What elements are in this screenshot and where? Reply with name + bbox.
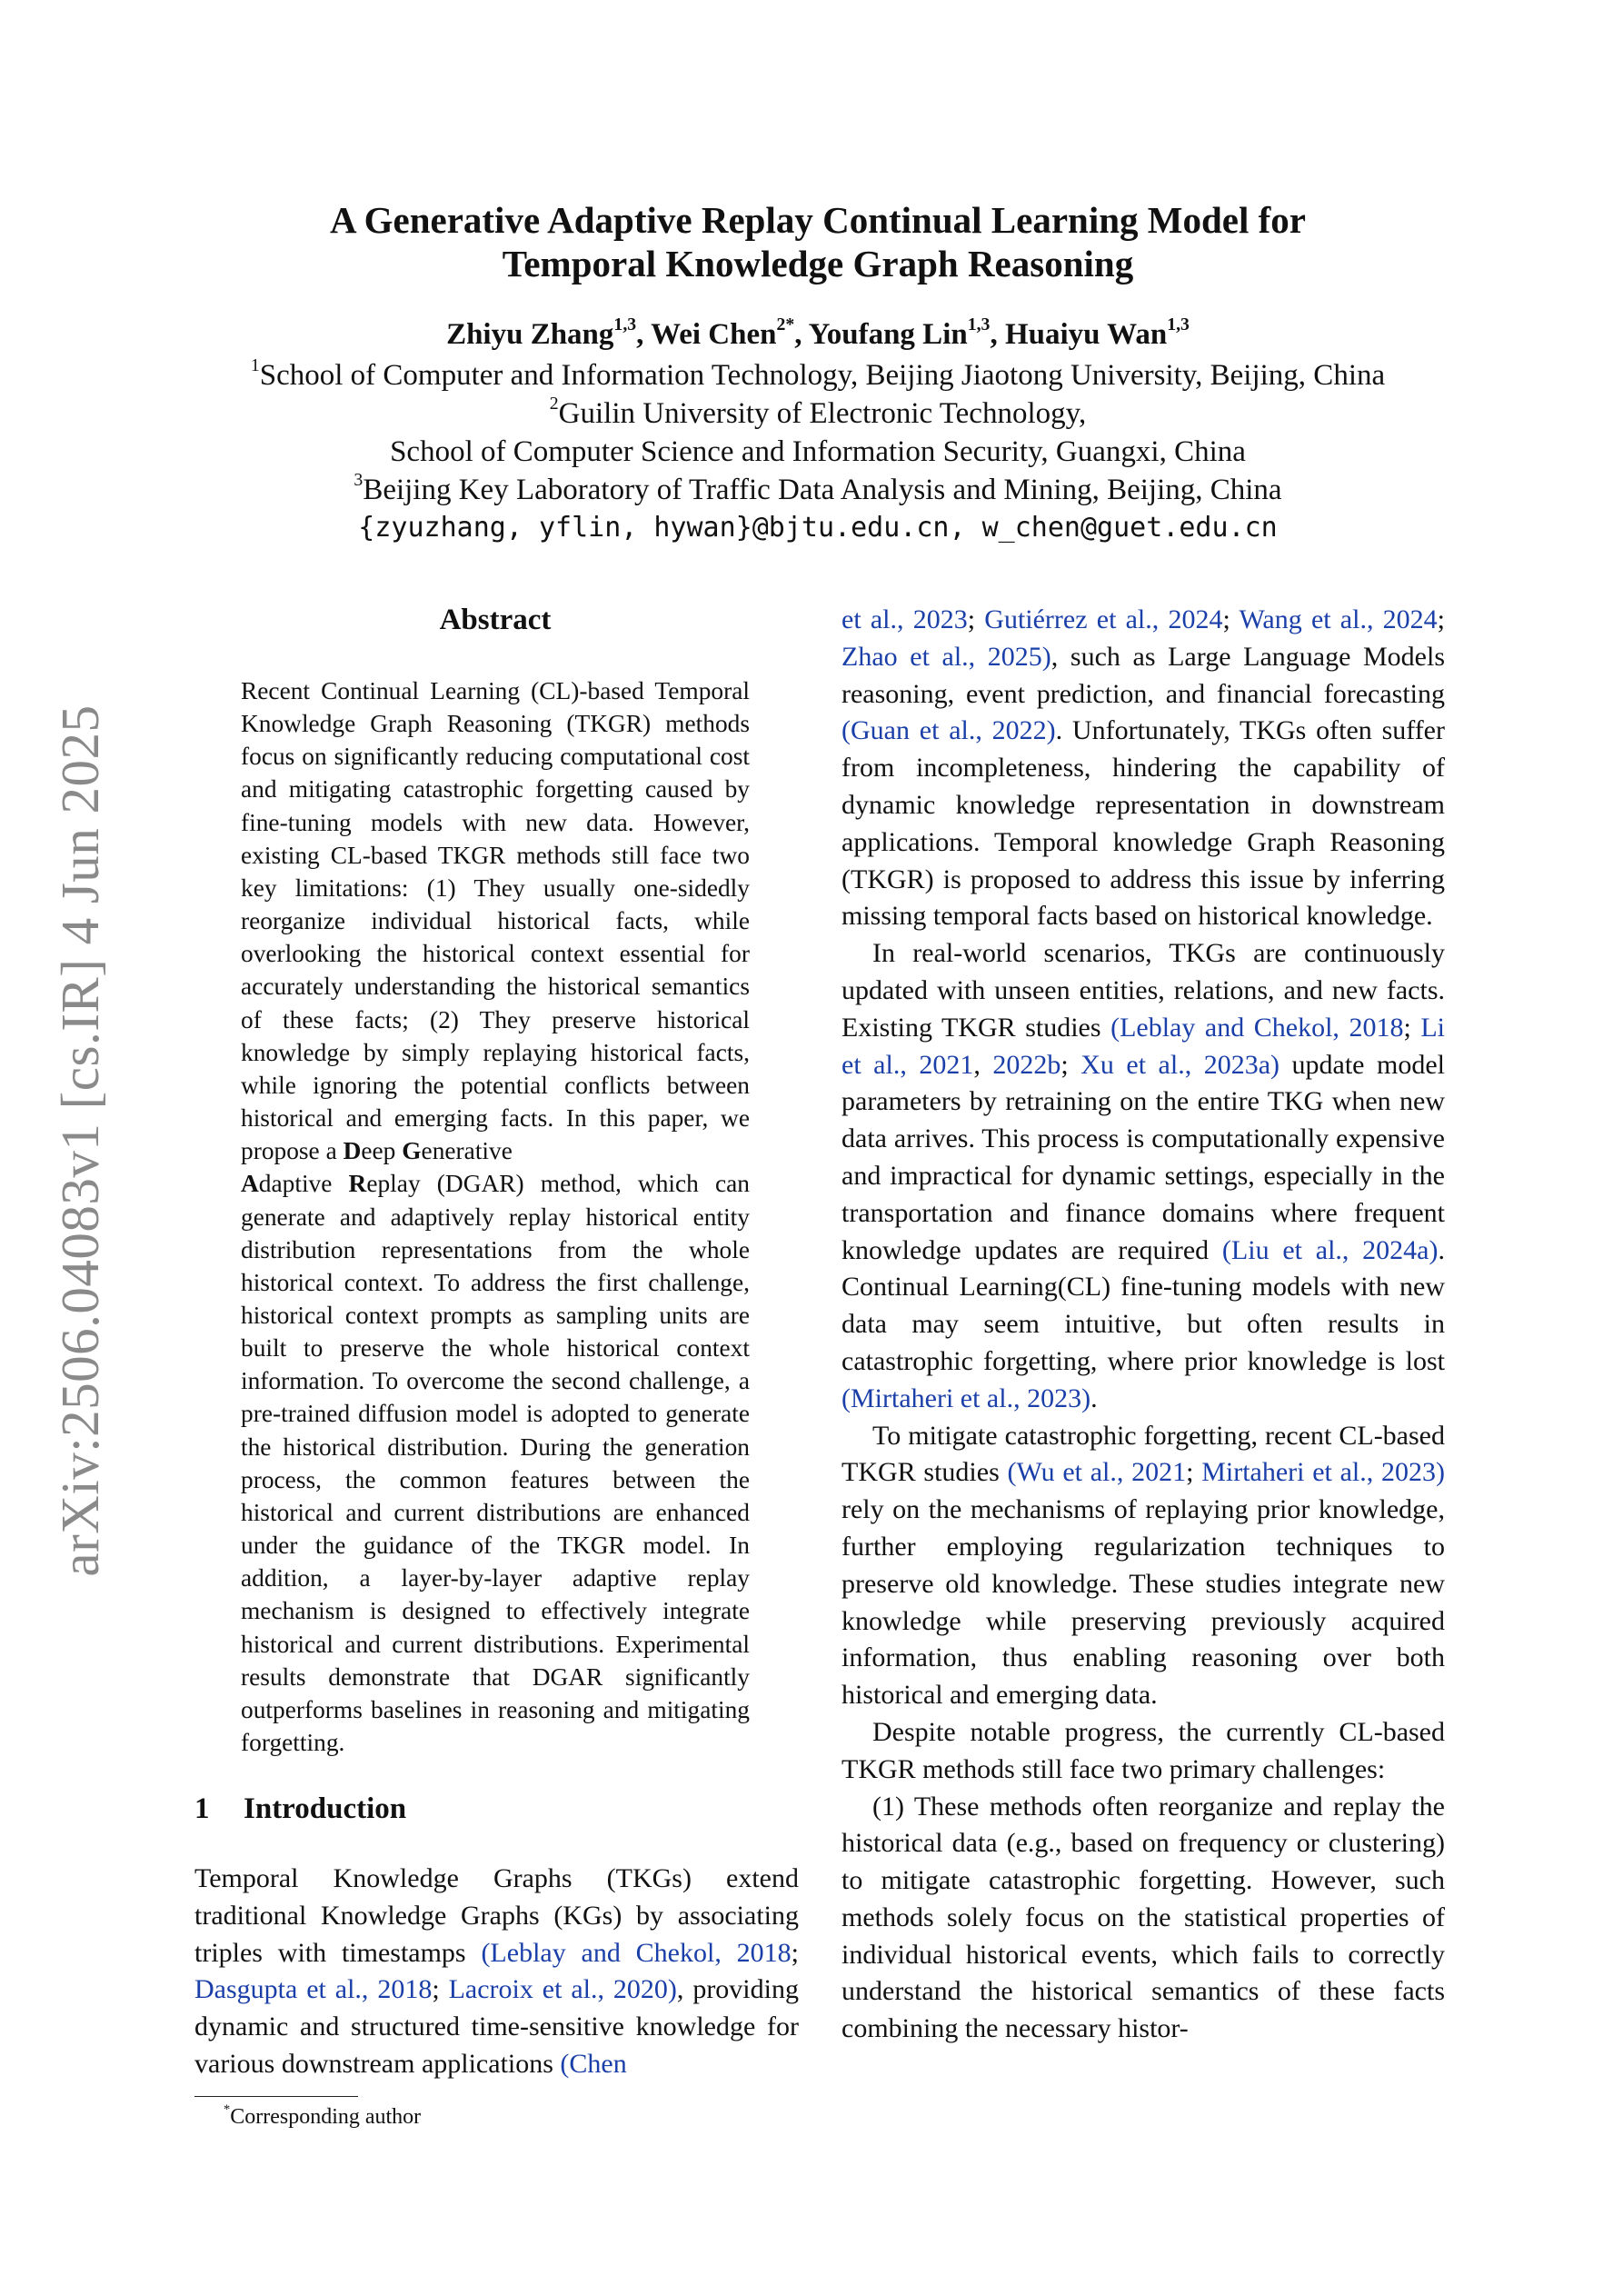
citation-link[interactable]: Xu et al., 2023a) — [1080, 1049, 1280, 1080]
citation-link[interactable]: (Guan et al., 2022) — [841, 715, 1056, 746]
section-title: Introduction — [244, 1792, 407, 1825]
footnote-text: Corresponding author — [230, 2105, 422, 2129]
author-name: Zhiyu Zhang — [446, 318, 614, 351]
author-name: Youfang Lin — [808, 318, 968, 351]
author-emails: {zyuzhang, yflin, hywan}@bjtu.edu.cn, w_chen@guet.edu.cn — [358, 512, 1278, 544]
author-name: Wei Chen — [651, 318, 777, 351]
right-column — [841, 602, 1445, 2048]
citation-link[interactable]: Zhao et al., 2025) — [841, 641, 1051, 672]
citation-link[interactable]: 2022b — [992, 1049, 1061, 1080]
paper-title — [182, 198, 1454, 285]
affiliation-2: $^2$Guilin University of Electronic Technology, — [549, 394, 1087, 430]
arxiv-stamp: arXiv:2506.04083v1 [cs.IR] 4 Jun 2025 — [50, 704, 110, 1577]
citation-link[interactable]: (Leblay and Chekol, 2018 — [1110, 1012, 1404, 1043]
footnote-rule — [194, 2096, 358, 2097]
citation-link[interactable]: (Wu et al., 2021 — [1007, 1457, 1187, 1488]
section-heading-introduction — [194, 1792, 406, 1826]
citation-link[interactable]: Mirtaheri et al., 2023) — [1201, 1457, 1445, 1488]
section-number: 1 — [194, 1792, 210, 1825]
abstract-heading: Abstract — [439, 604, 552, 636]
citation-link[interactable]: Lacroix et al., 2020) — [448, 1974, 677, 2005]
author-affil-marker: 1,3 — [967, 314, 991, 335]
citation-link[interactable]: et al., 2023 — [841, 604, 968, 634]
citation-link[interactable]: Wang et al., 2024 — [1239, 604, 1438, 634]
author-list: Zhiyu Zhang$^{1,3}$, Wei Chen$^{2*}$, Youfang Lin$^{1,3}$, Huaiyu Wan$^{1,3}$ — [446, 314, 1190, 351]
citation-link[interactable]: Gutiérrez et al., 2024 — [984, 604, 1223, 634]
citation-link[interactable]: (Chen — [560, 2048, 627, 2079]
citation-link[interactable]: Dasgupta et al., 2018 — [194, 1974, 433, 2005]
intro-paragraph-4: Despite notable progress, the currently CL-based TKGR methods still face two primary challenges: — [841, 1716, 1445, 1784]
author-affil-marker: 1,3 — [1167, 314, 1190, 335]
affiliation-3: $^3$Beijing Key Laboratory of Traffic Data Analysis and Mining, Beijing, China — [353, 470, 1282, 506]
affiliation-1: $^1$School of Computer and Information Technology, Beijing Jiaotong University, Beijing, China — [250, 355, 1386, 392]
affiliation-2-school: School of Computer Science and Information Security, Guangxi, China — [390, 435, 1246, 468]
title-line-1: A Generative Adaptive Replay Continual Learning Model for — [330, 199, 1306, 241]
citation-link[interactable]: (Leblay and Chekol, 2018 — [481, 1937, 792, 1968]
affiliations — [164, 356, 1472, 547]
author-affil-marker: 2* — [776, 314, 795, 335]
intro-paragraph-2: In real-world scenarios, TKGs are continuously updated with unseen entities, relations, and new facts. Existing TKGR studies (Leblay and Chekol, 2018; Li et al., 2021, 2022b; Xu et al., 2023a) update model parameters by retraining on the entire TKG when new data arrives. This process is computationally expensive and impractical for dynamic settings, especially in the transportation and finance domains where frequent knowledge updates are required (Liu et al., 2024a). Continual Learning(CL) fine-tuning models with new data may seem intuitive, but often results in catastrophic forgetting, where prior knowledge is lost (Mirtaheri et al., 2023). — [841, 938, 1445, 1413]
footnote-marker: * — [224, 2102, 231, 2118]
author-affil-marker: 1,3 — [613, 314, 637, 335]
intro-paragraph-3: To mitigate catastrophic forgetting, recent CL-based TKGR studies (Wu et al., 2021; Mirtaheri et al., 2023) rely on the mechanisms of replaying prior knowledge, further employing regularization techniques to preserve old knowledge. These studies integrate new knowledge while preserving previously acquired information, thus enabling reasoning over both historical and emerging data. — [841, 1420, 1445, 1711]
author-name: Huaiyu Wan — [1004, 318, 1168, 351]
abstract-body: Recent Continual Learning (CL)-based Temporal Knowledge Graph Reasoning (TKGR) methods focus on significantly reducing computational cost and mitigating catastrophic forgetting caused by fine-tuning models with new data. However, existing CL-based TKGR methods still face two key limitations: (1) They usually one-sidedly reorganize individual historical facts, while overlooking the historical context essential for accurately understanding the historical semantics of these facts; (2) They preserve historical knowledge by simply replaying historical facts, while ignoring the potential conflicts between historical and emerging facts. In this paper, we propose a Deep Generative Adaptive Replay (DGAR) method, which can generate and adaptively replay historical entity distribution representations from the whole historical context. To address the first challenge, historical context prompts as sampling units are built to preserve the whole historical context information. To overcome the second challenge, a pre-trained diffusion model is adopted to generate the historical distribution. During the generation process, the common features between the historical and current distributions are enhanced under the guidance of the TKGR model. In addition, a layer-by-layer adaptive replay mechanism is designed to effectively integrate historical and current distributions. Experimental results demonstrate that DGAR significantly outperforms baselines in reasoning and mitigating forgetting. — [241, 677, 751, 1756]
citation-link[interactable]: (Mirtaheri et al., 2023) — [841, 1383, 1091, 1413]
intro-paragraph-5: (1) These methods often reorganize and replay the historical data (e.g., based on frequency or clustering) to mitigate catastrophic forgetting. However, such methods solely focus on the statistical properties of individual historical events, which fails to correctly understand the historical semantics of these facts combining the necessary histor- — [841, 1791, 1445, 2044]
citation-link[interactable]: (Liu et al., 2024a) — [1221, 1234, 1439, 1265]
intro-paragraph-1-continued: et al., 2023; Gutiérrez et al., 2024; Wang et al., 2024; Zhao et al., 2025), such as Large Language Models reasoning, event prediction, and financial forecasting (Guan et al., 2022). Unfortunately, TKGs often suffer from incompleteness, hindering the capability of dynamic knowledge representation in downstream applications. Temporal knowledge Graph Reasoning (TKGR) is proposed to address this issue by inferring missing temporal facts based on historical knowledge. — [841, 604, 1446, 932]
citation-link[interactable]: Li et al., 2021 — [841, 1012, 1445, 1080]
intro-paragraph-1: Temporal Knowledge Graphs (TKGs) extend traditional Knowledge Graphs (KGs) by associating triples with timestamps (Leblay and Chekol, 2018; Dasgupta et al., 2018; Lacroix et al., 2020), providing dynamic and structured time-sensitive knowledge for various downstream applications (Chen — [194, 1863, 799, 2079]
footnote — [224, 2102, 422, 2130]
title-line-2: Temporal Knowledge Graph Reasoning — [502, 243, 1134, 285]
